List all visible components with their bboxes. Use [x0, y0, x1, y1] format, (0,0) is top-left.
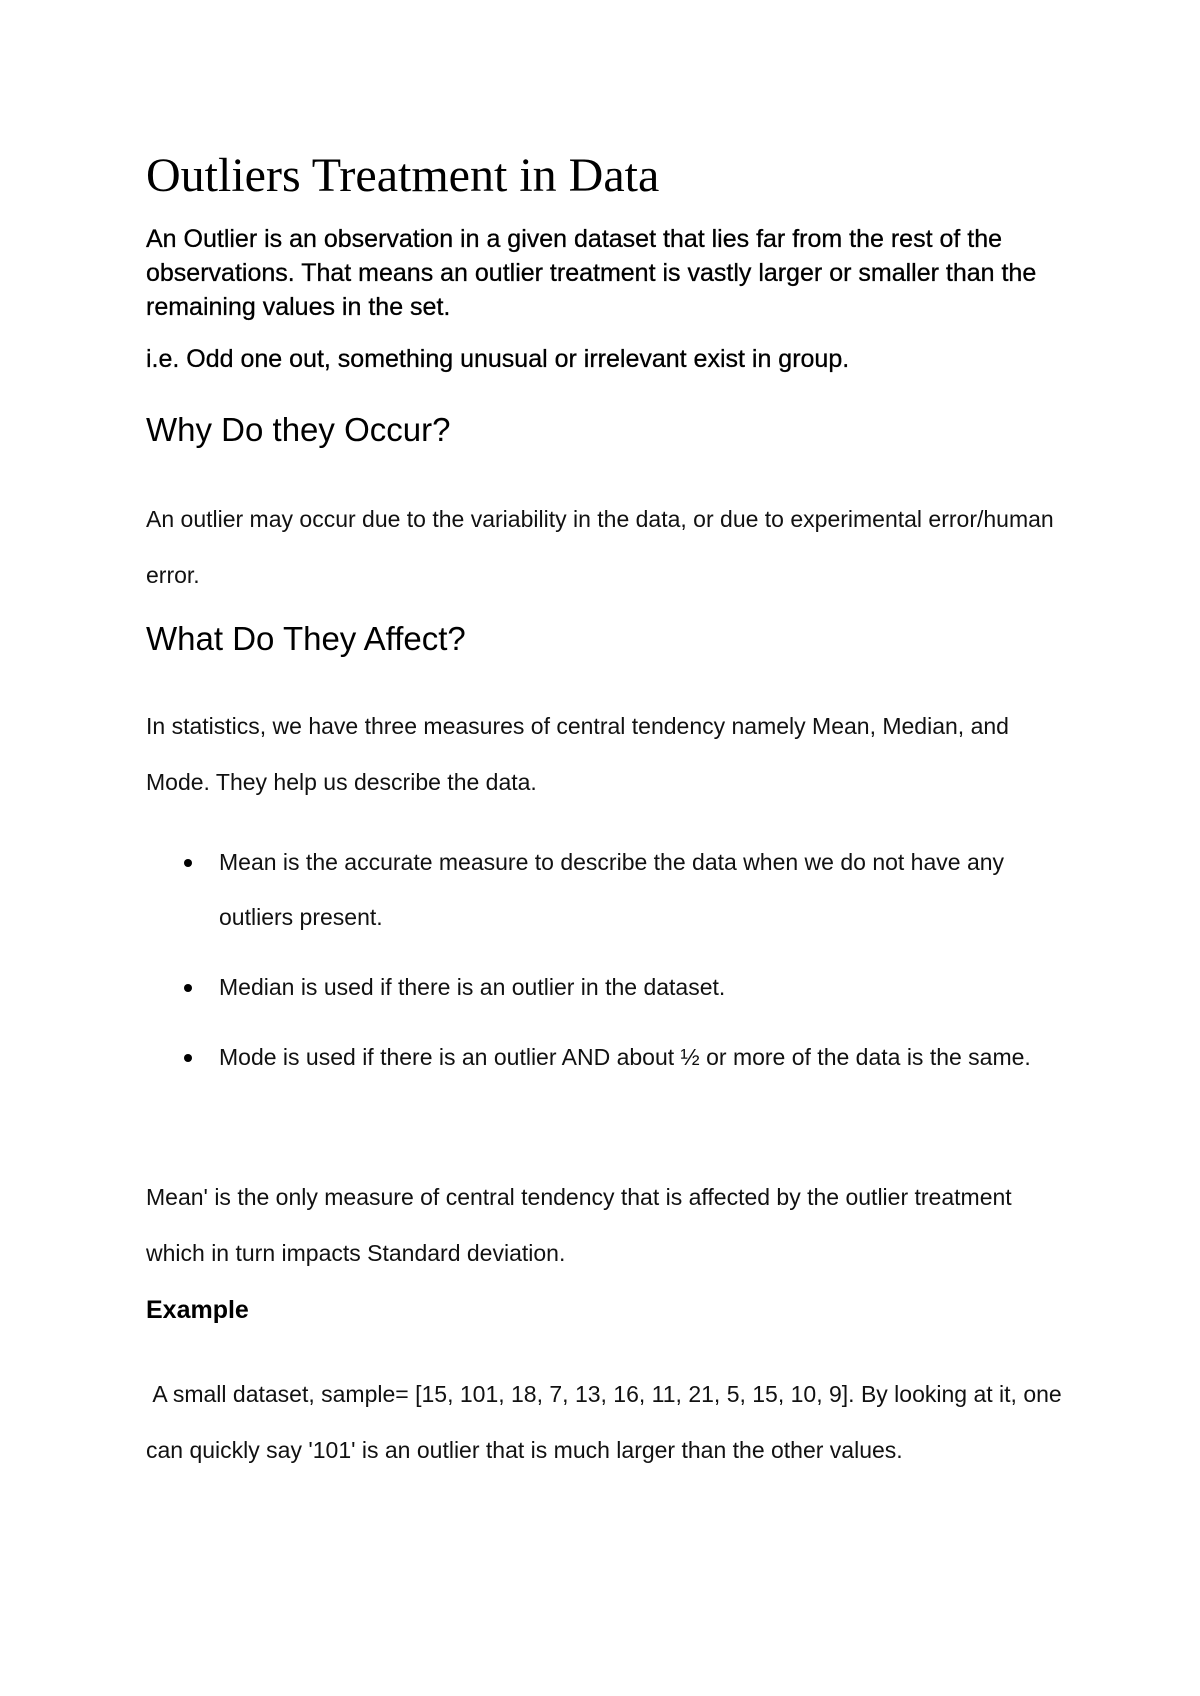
list-item [146, 1030, 1076, 1085]
bullet-icon [184, 984, 192, 992]
intro-paragraph: An Outlier is an observation in a given dataset that lies far from the rest of the observations. That means an outlier treatment is vastly larger or smaller than the remaining values in the set. [146, 225, 1037, 321]
document-title: Outliers Treatment in Data [146, 149, 660, 202]
list-item-text: Median is used if there is an outlier in the dataset. [219, 974, 726, 1000]
list-item [146, 835, 1076, 945]
mean-note-paragraph: Mean' is the only measure of central tendency that is affected by the outlier treatment which in turn impacts Standard deviation. [146, 1184, 1012, 1266]
example-heading: Example [146, 1296, 249, 1324]
example-paragraph: A small dataset, sample= [15, 101, 18, 7, 13, 16, 11, 21, 5, 15, 10, 9]. By looking at it, one can quickly say '101' is an outlier that is much larger than the other values. [146, 1381, 1069, 1463]
bullet-icon [184, 859, 192, 867]
list-item [146, 960, 1076, 1015]
intro-ie-line: i.e. Odd one out, something unusual or irrelevant exist in group. [146, 345, 850, 373]
what-paragraph: In statistics, we have three measures of central tendency namely Mean, Median, and Mode. They help us describe the data. [146, 713, 1009, 795]
measures-list [146, 835, 1076, 1100]
why-paragraph: An outlier may occur due to the variability in the data, or due to experimental error/human error. [146, 506, 1054, 588]
list-item-text: Mode is used if there is an outlier AND about ½ or more of the data is the same. [219, 1044, 1031, 1070]
list-item-text: Mean is the accurate measure to describe the data when we do not have any outliers present. [219, 849, 1005, 930]
why-heading: Why Do they Occur? [146, 411, 451, 448]
what-heading: What Do They Affect? [146, 620, 466, 657]
bullet-icon [184, 1054, 192, 1062]
